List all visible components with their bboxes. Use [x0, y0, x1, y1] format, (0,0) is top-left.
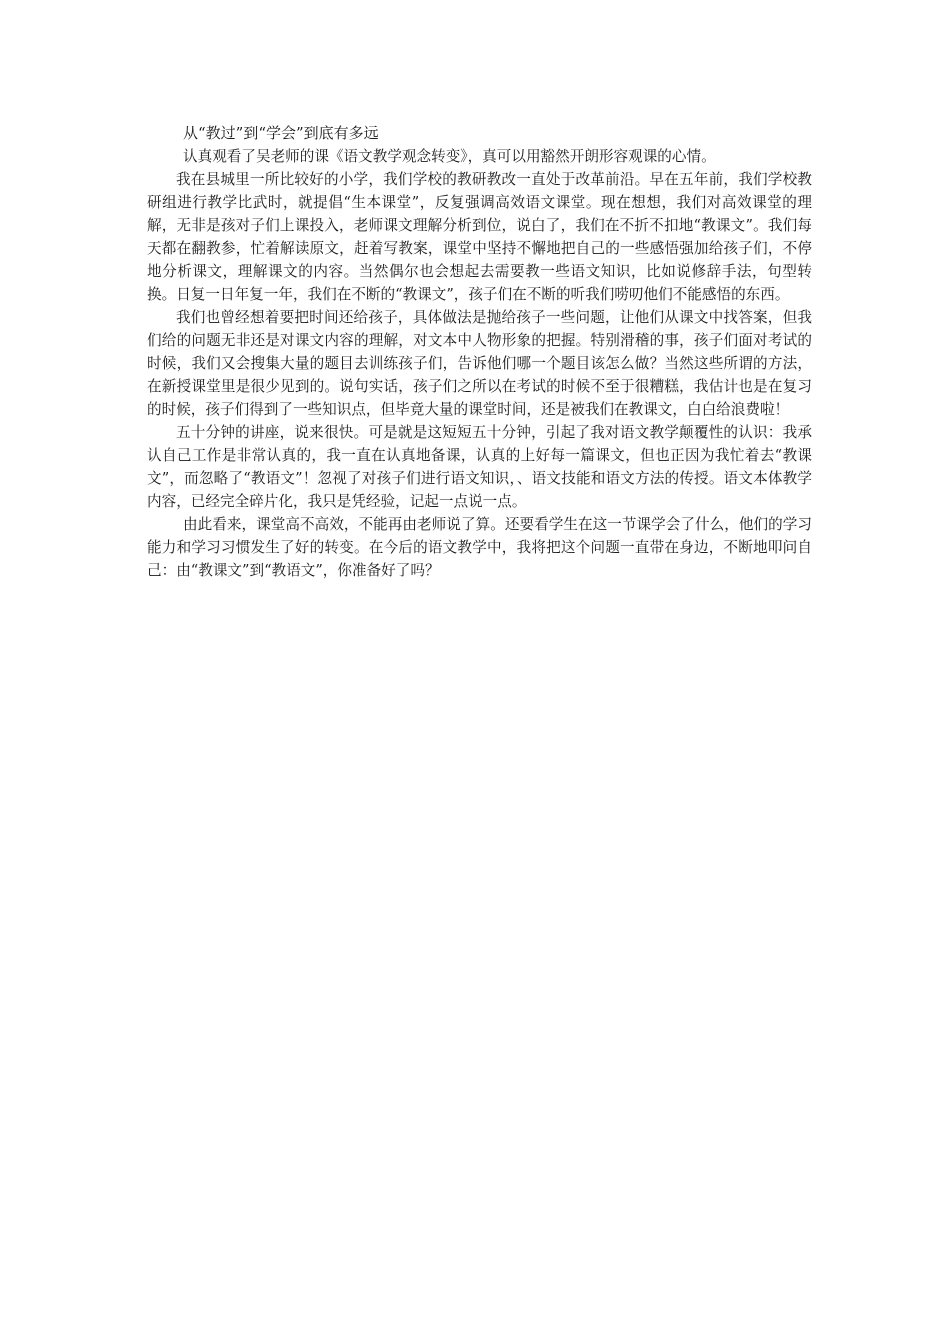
paragraph-intro: 认真观看了吴老师的课《语文教学观念转变》，真可以用豁然开朗形容观课的心情。 — [183, 148, 716, 165]
paragraph-conclusion: 由此看来，课堂高不高效，不能再由老师说了算。还要看学生在这一节课学会了什么，他们的学习能力和学习习惯发生了好的转变。在今后的语文教学中，我将把这个问题一直带在身边，不断地叩问自己：由“教课文”到“教语文”，你准备好了吗？ — [147, 516, 812, 579]
paragraph-reflection: 五十分钟的讲座，说来很快。可是就是这短短五十分钟，引起了我对语文教学颠覆性的认识：我承认自己工作是非常认真的，我一直在认真地备课，认真的上好每一篇课文，但也正因为我忙着去“教课文”，而忽略了“教语文”！忽视了对孩子们进行语文知识，、语文技能和语文方法的传授。语文本体教学内容，已经完全碎片化，我只是凭经验，记起一点说一点。 — [147, 424, 812, 510]
document-title: 从“教过”到“学会”到底有多远 — [183, 124, 379, 142]
paragraph-background: 我在县城里一所比较好的小学，我们学校的教研教改一直处于改革前沿。早在五年前，我们学校教研组进行教学比武时，就提倡“生本课堂”，反复强调高效语文课堂。现在想想，我们对高效课堂的理解，无非是孩对子们上课投入，老师课文理解分析到位，说白了，我们在不折不扣地“教课文”。我们每天都在翻教参，忙着解读原文，赶着写教案，课堂中坚持不懈地把自己的一些感悟强加给孩子们，不停地分析课文，理解课文的内容。当然偶尔也会想起去需要教一些语文知识，比如说修辞手法，句型转换。日复一日年复一年，我们在不断的“教课文”，孩子们在不断的听我们唠叨他们不能感悟的东西。 — [147, 171, 812, 303]
document-body — [147, 121, 812, 582]
paragraph-attempts: 我们也曾经想着要把时间还给孩子，具体做法是抛给孩子一些问题，让他们从课文中找答案，但我们给的问题无非还是对课文内容的理解，对文本中人物形象的把握。特别滑稽的事，孩子们面对考试的时候，我们又会搜集大量的题目去训练孩子们，告诉他们哪一个题目该怎么做？当然这些所谓的方法，在新授课堂里是很少见到的。说句实话，孩子们之所以在考试的时候不至于很糟糕，我估计也是在复习的时候，孩子们得到了一些知识点，但毕竟大量的课堂时间，还是被我们在教课文，白白给浪费啦！ — [147, 309, 812, 418]
